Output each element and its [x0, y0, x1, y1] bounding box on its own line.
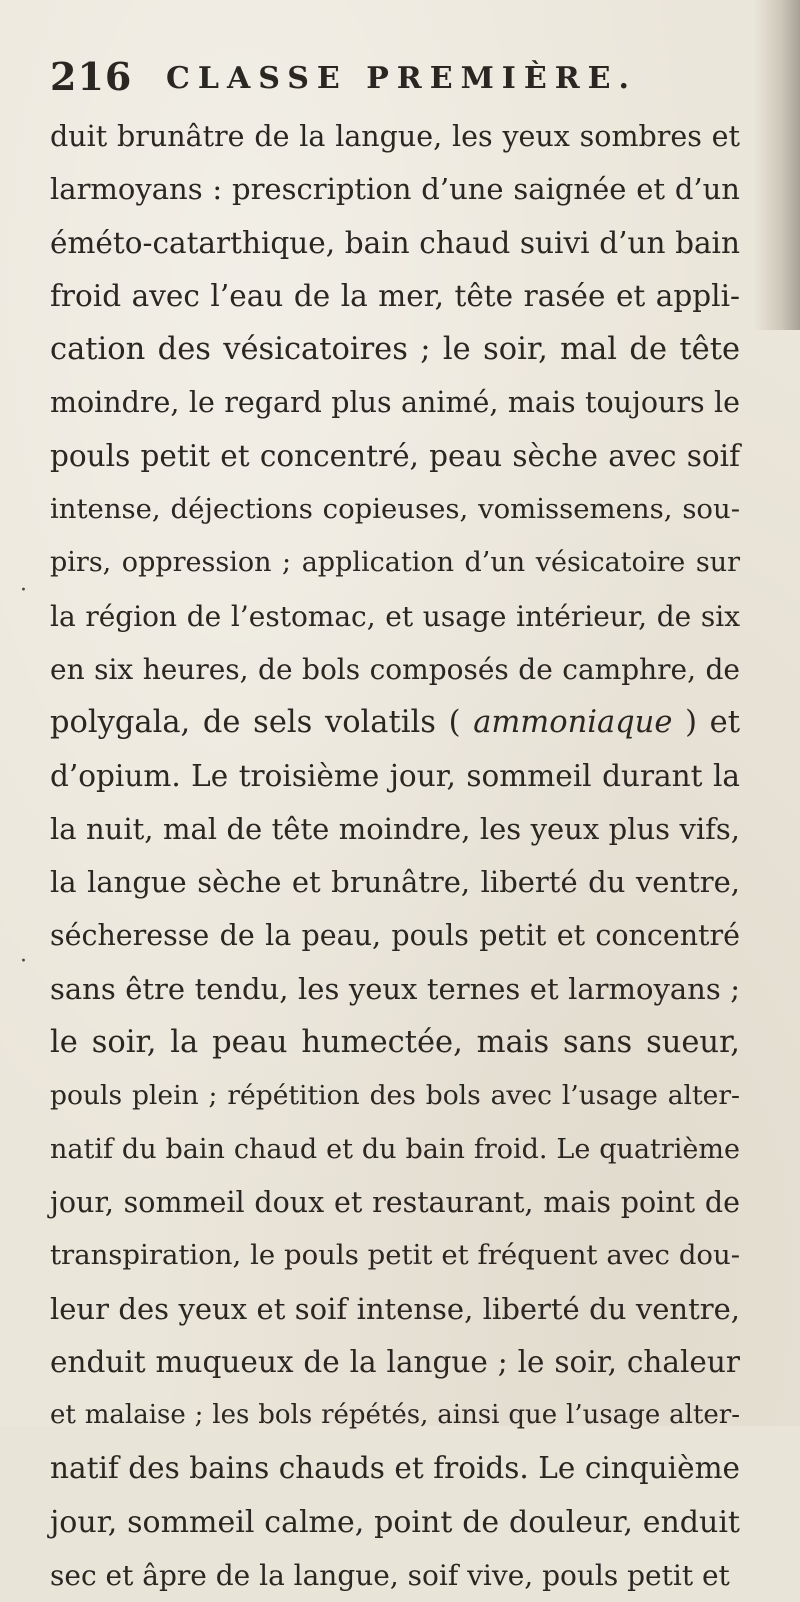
text-line: sec et âpre de la langue, soif vive, pouls petit et: [50, 1559, 730, 1593]
body-text: [50, 110, 740, 1602]
text-line: la nuit, mal de tête moindre, les yeux plus vifs,: [50, 811, 740, 846]
page-edge-shadow: [754, 0, 800, 330]
text-line: cation des vésicatoires ; le soir, mal de tête: [50, 332, 740, 368]
text-line: sécheresse de la peau, pouls petit et concentré: [50, 919, 740, 953]
text-line: et malaise ; les bols répétés, ainsi que l’usage alter-: [50, 1400, 740, 1431]
text-line: pouls plein ; répétition des bols avec l’usage alter-: [50, 1080, 740, 1112]
text-line: jour, sommeil doux et restaurant, mais point de: [50, 1185, 740, 1219]
text-line: duit brunâtre de la langue, les yeux sombres et: [50, 120, 740, 153]
running-head: CLASSE PREMIÈRE.: [166, 61, 637, 96]
text-line: moindre, le regard plus animé, mais toujours le: [50, 386, 740, 420]
text-line: la langue sèche et brunâtre, liberté du ventre,: [50, 865, 740, 900]
text-line: transpiration, le pouls petit et fréquent avec dou-: [50, 1239, 740, 1272]
text-line: froid avec l’eau de la mer, tête rasée et appli-: [50, 278, 740, 313]
text-line: en six heures, de bols composés de camphre, de: [50, 652, 740, 686]
text-line: pirs, oppression ; application d’un vésicatoire sur: [50, 547, 740, 579]
italic-term: ammoniaque: [473, 705, 673, 741]
text-line: sans être tendu, les yeux ternes et larmoyans ;: [50, 971, 740, 1006]
text-line-with-italic: [50, 696, 740, 749]
text-line: d’opium. Le troisième jour, sommeil durant la: [50, 758, 740, 793]
text-line: le soir, la peau humectée, mais sans sueur,: [50, 1025, 740, 1061]
text-line: intense, déjections copieuses, vomissemens, sou-: [50, 493, 740, 526]
margin-tick: ·: [20, 578, 27, 603]
text-line: natif du bain chaud et du bain froid. Le quatrième: [50, 1133, 740, 1165]
text-line: la région de l’estomac, et usage intérieur, de six: [50, 599, 740, 633]
text-line: larmoyans : prescription d’une saignée et d’un: [50, 172, 740, 207]
page-number: 216: [50, 54, 133, 99]
text-line: éméto-catarthique, bain chaud suivi d’un bain: [50, 225, 740, 260]
page-header: [50, 52, 750, 112]
margin-tick: ·: [20, 949, 27, 974]
text-segment: ) et: [672, 705, 740, 741]
text-line: natif des bains chauds et froids. Le cinquième: [50, 1451, 740, 1486]
text-line: enduit muqueux de la langue ; le soir, chaleur: [50, 1344, 740, 1379]
text-line: leur des yeux et soif intense, liberté du ventre,: [50, 1291, 740, 1326]
text-line: jour, sommeil calme, point de douleur, enduit: [50, 1504, 740, 1540]
text-line: pouls petit et concentré, peau sèche avec soif: [50, 438, 740, 473]
text-segment: polygala, de sels volatils (: [50, 705, 474, 741]
